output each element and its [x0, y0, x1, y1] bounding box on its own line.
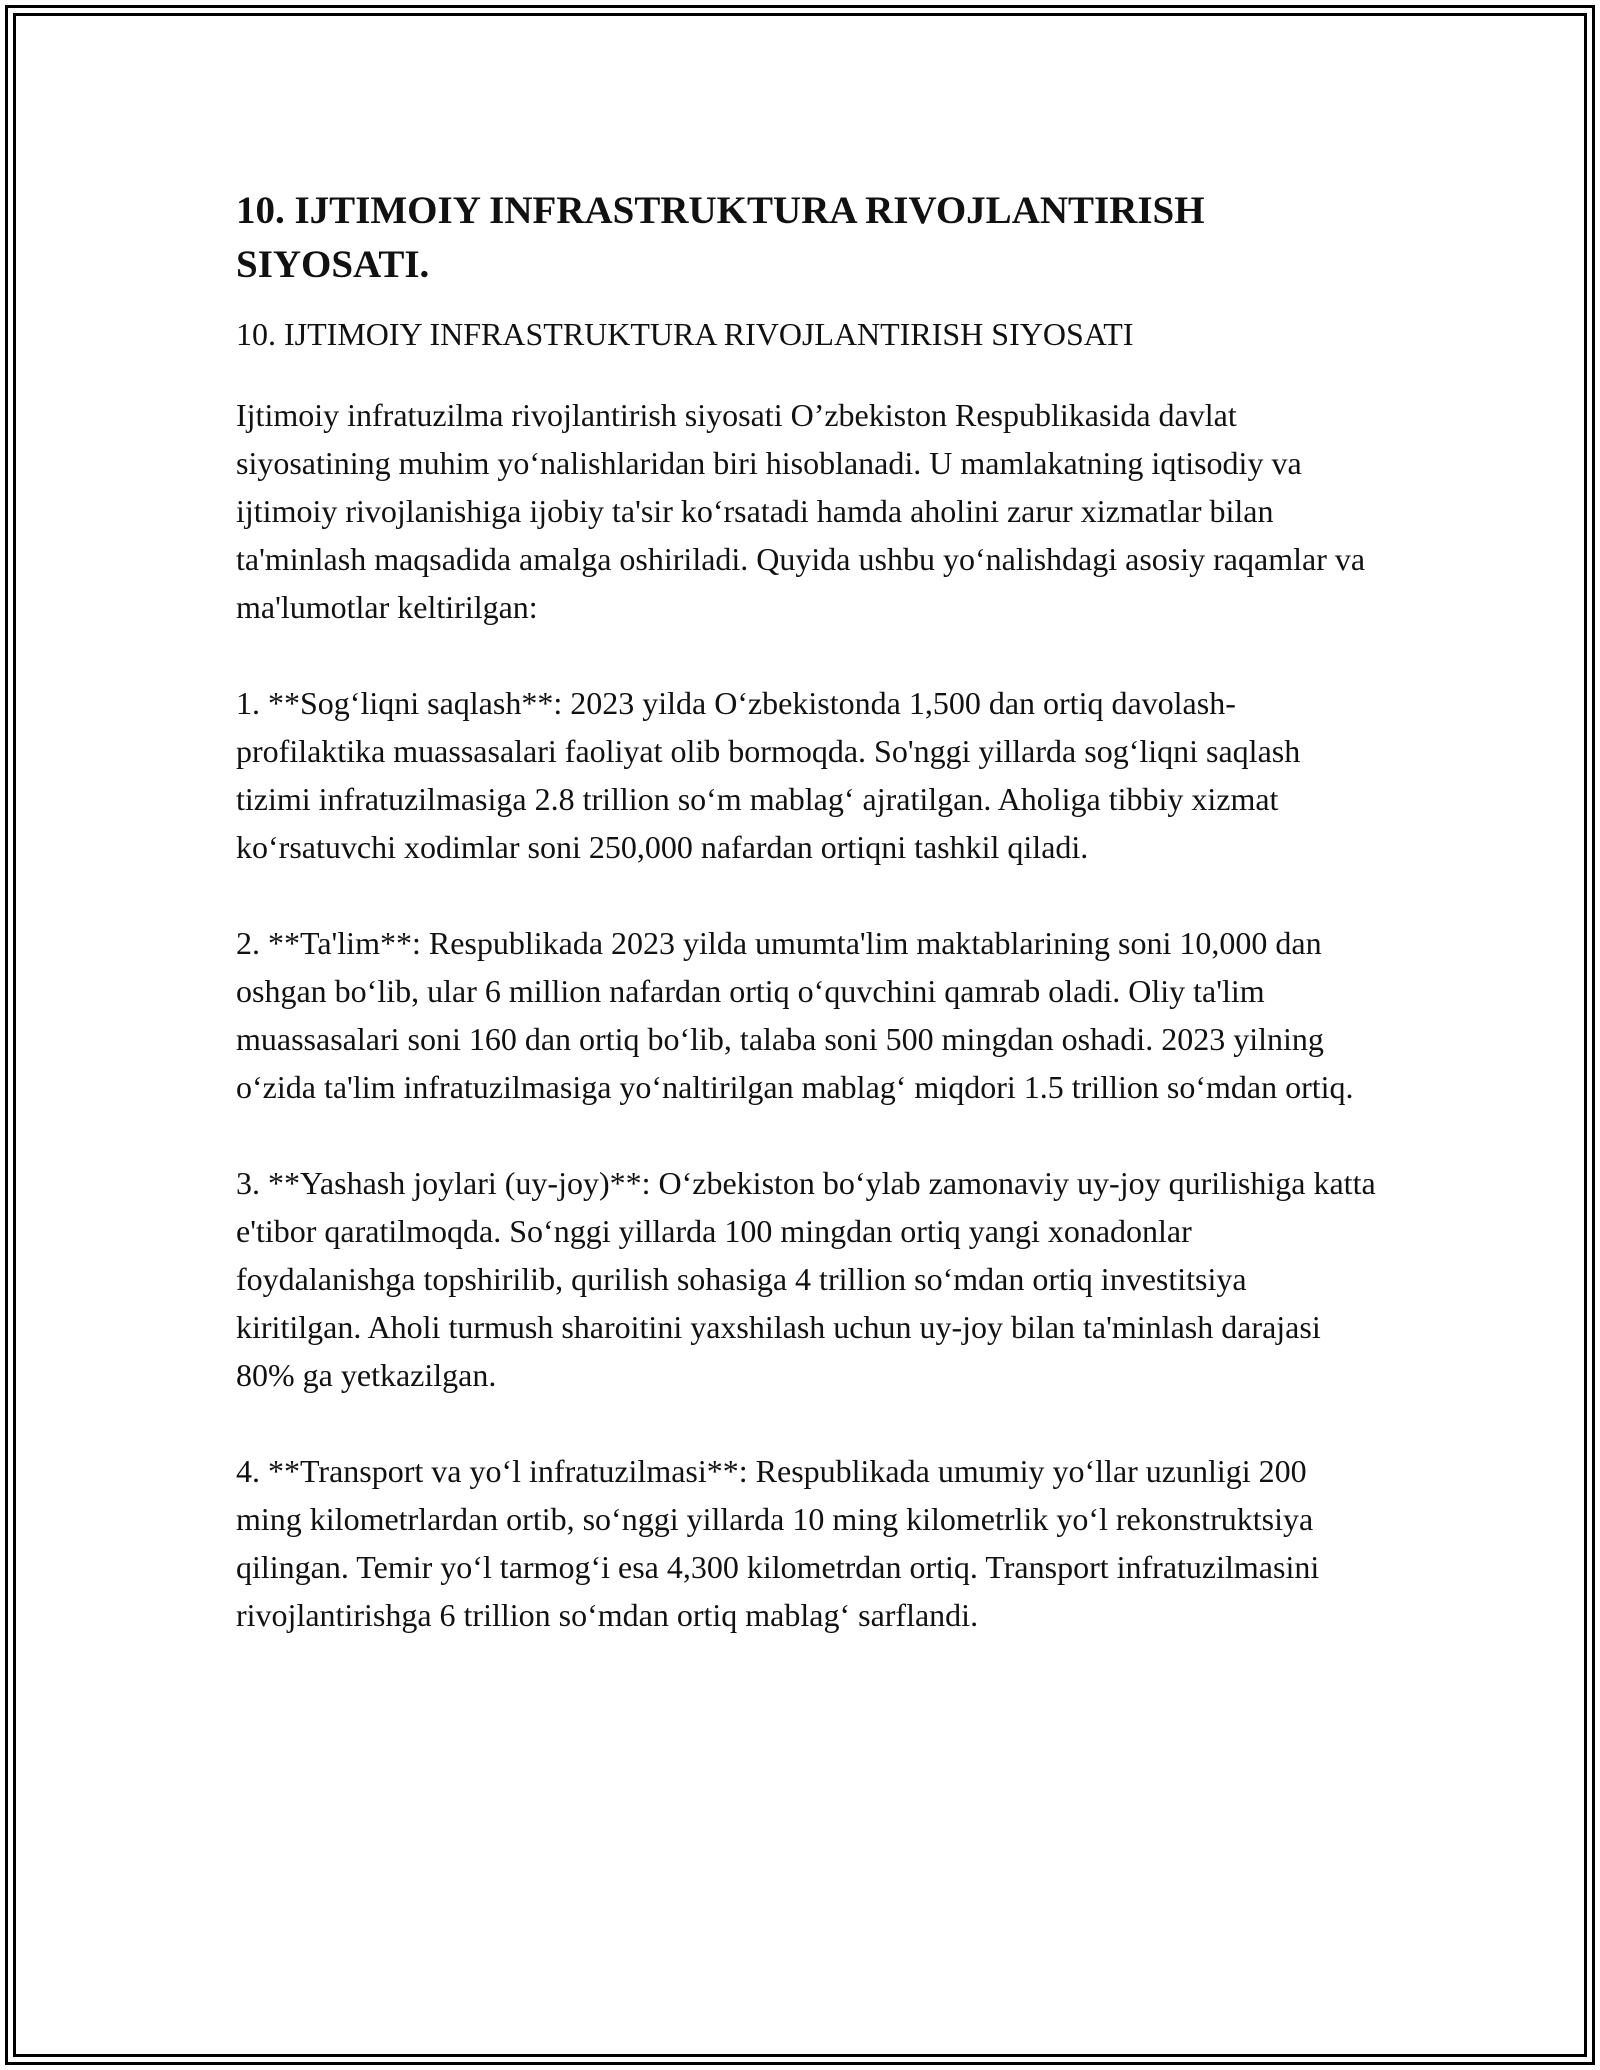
list-item-education: 2. **Ta'lim**: Respublikada 2023 yilda umumta'lim maktablarining soni 10,000 dan oshgan bo‘lib, ular 6 million nafardan ortiq o‘quvchini qamrab oladi. Oliy ta'lim muassasalari soni 160 dan ortiq bo‘lib, talaba soni 500 mingdan oshadi. 2023 yilning o‘zida ta'lim infratuzilmasiga yo‘naltirilgan mablag‘ miqdori 1.5 trillion so‘mdan ortiq. — [236, 925, 1354, 1105]
document-body — [236, 184, 1376, 1639]
list-item-healthcare: 1. **Sog‘liqni saqlash**: 2023 yilda O‘zbekistonda 1,500 dan ortiq davolash-profilaktika muassasalari faoliyat olib bormoqda. So'nggi yillarda sog‘liqni saqlash tizimi infratuzilmasiga 2.8 trillion so‘m mablag‘ ajratilgan. Aholiga tibbiy xizmat ko‘rsatuvchi xodimlar soni 250,000 nafardan ortiqni tashkil qiladi. — [236, 685, 1301, 865]
section-list — [236, 679, 1376, 1639]
intro-paragraph: Ijtimoiy infratuzilma rivojlantirish siyosati O’zbekiston Respublikasida davlat siyosatining muhim yo‘nalishlaridan biri hisoblanadi. U mamlakatning iqtisodiy va ijtimoiy rivojlanishiga ijobiy ta'sir ko‘rsatadi hamda aholini zarur xizmatlar bilan ta'minlash maqsadida amalga oshiriladi. Quyida ushbu yo‘nalishdagi asosiy raqamlar va ma'lumotlar keltirilgan: — [236, 397, 1366, 625]
list-item-transport: 4. **Transport va yo‘l infratuzilmasi**: Respublikada umumiy yo‘llar uzunligi 200 ming kilometrlardan ortib, so‘nggi yillarda 10 ming kilometrlik yo‘l rekonstruktsiya qilingan. Temir yo‘l tarmog‘i esa 4,300 kilometrdan ortiq. Transport infratuzilmasini rivojlantirishga 6 trillion so‘mdan ortiq mablag‘ sarflandi. — [236, 1453, 1320, 1633]
document-title: 10. IJTIMOIY INFRASTRUKTURA RIVOJLANTIRISH SIYOSATI. — [236, 189, 1205, 286]
document-subtitle: 10. IJTIMOIY INFRASTRUKTURA RIVOJLANTIRISH SIYOSATI — [236, 316, 1134, 352]
list-item-housing: 3. **Yashash joylari (uy-joy)**: O‘zbekiston bo‘ylab zamonaviy uy-joy qurilishiga katta e'tibor qaratilmoqda. So‘nggi yillarda 100 mingdan ortiq yangi xonadonlar foydalanishga topshirilib, qurilish sohasiga 4 trillion so‘mdan ortiq investitsiya kiritilgan. Aholi turmush sharoitini yaxshilash uchun uy-joy bilan ta'minlash darajasi 80% ga yetkazilgan. — [236, 1165, 1376, 1393]
